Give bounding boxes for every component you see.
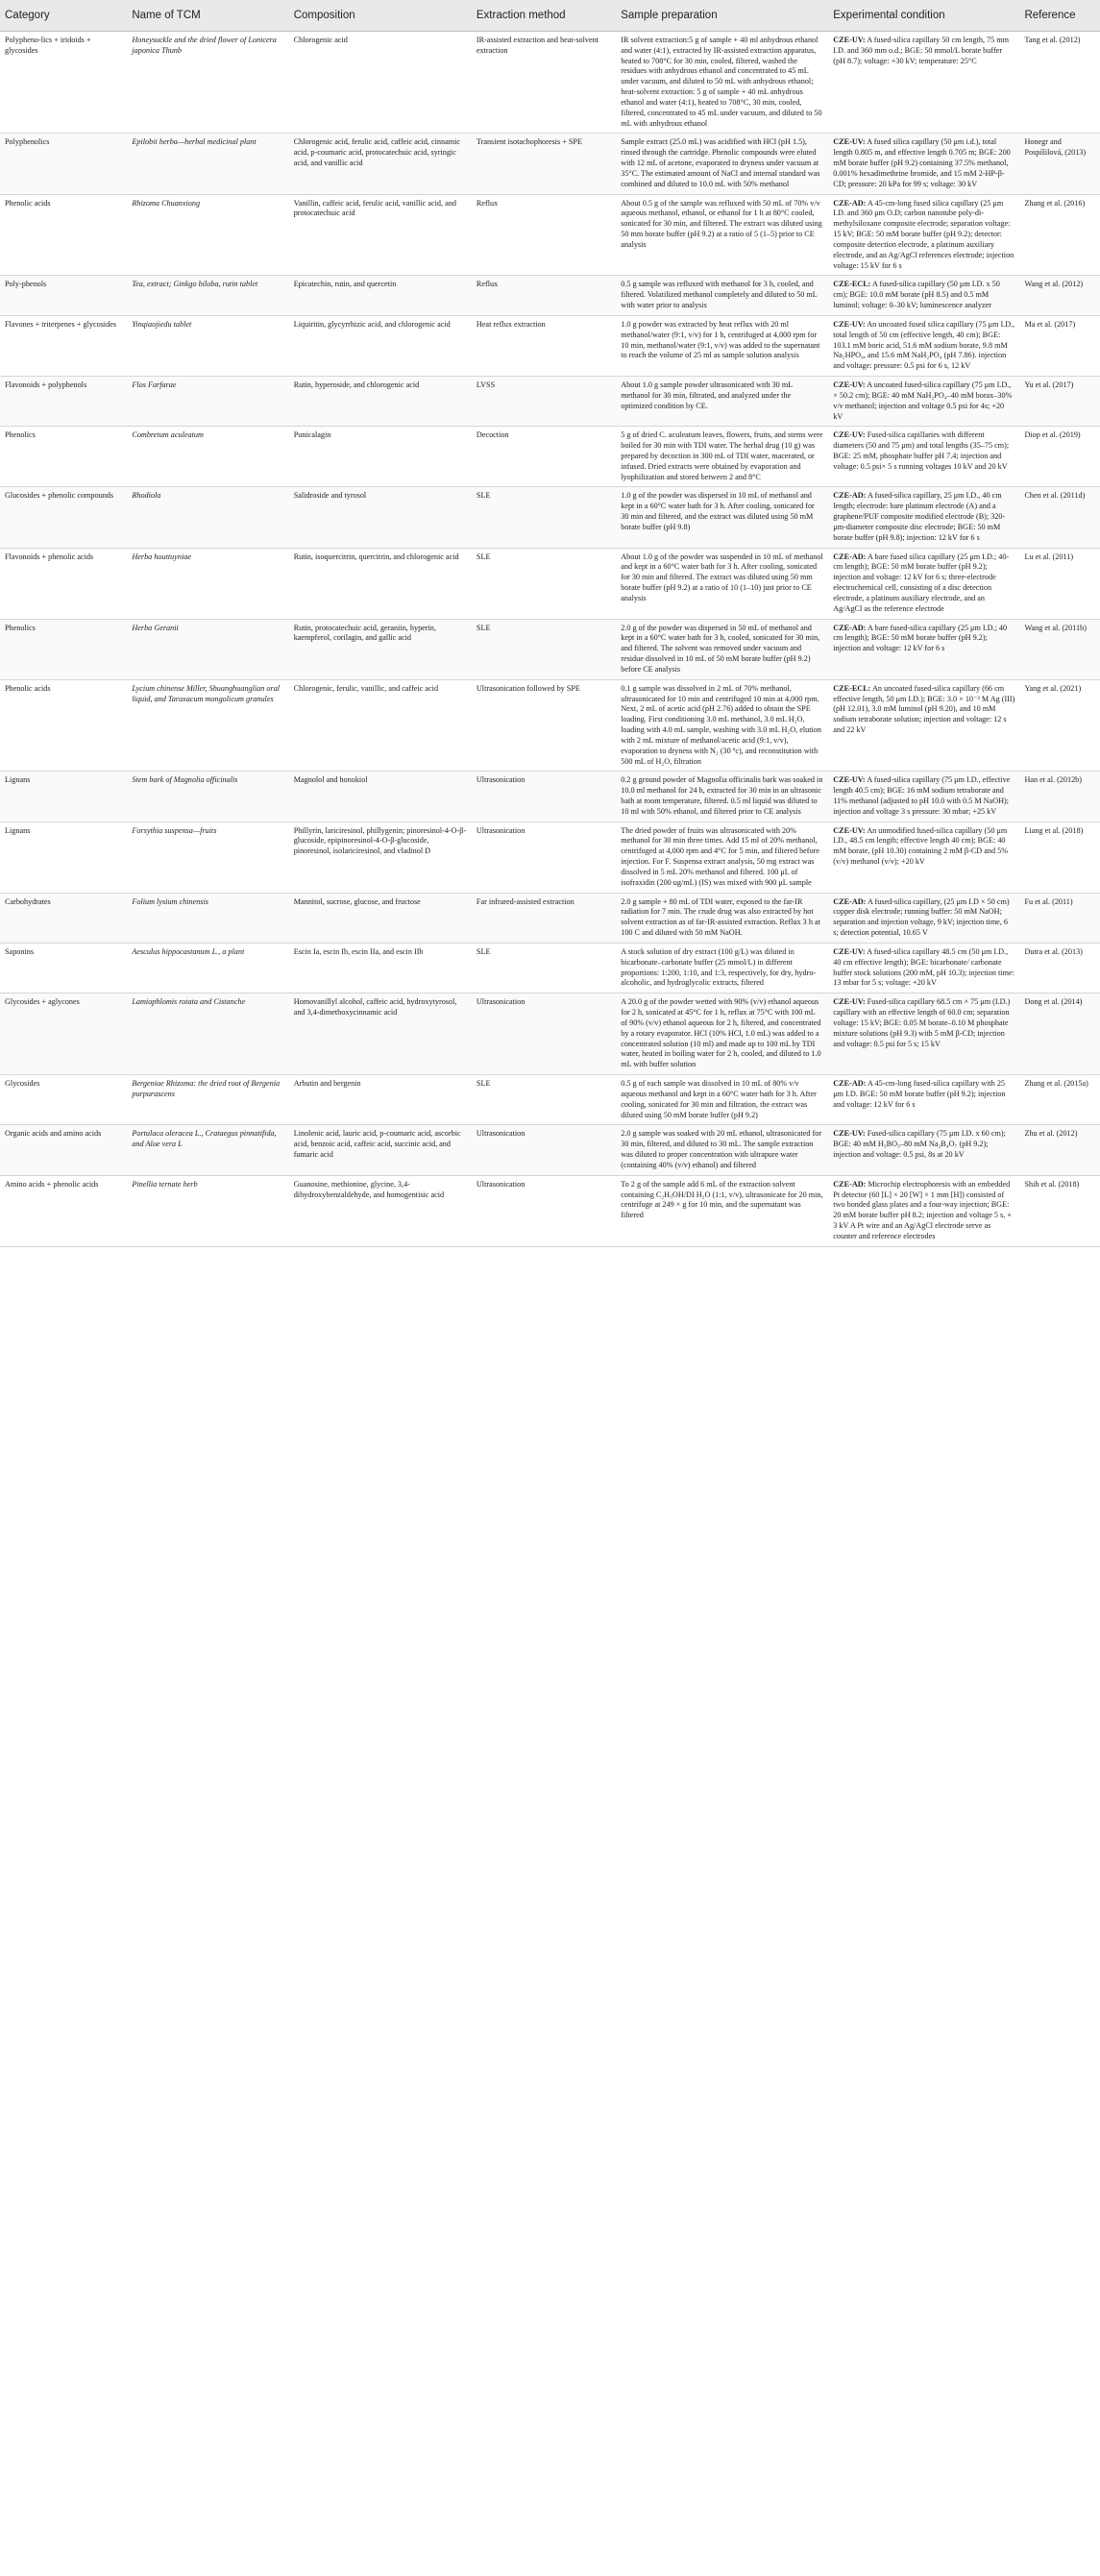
method-tag: CZE-UV:	[833, 36, 866, 44]
cell-composition: Arbutin and bergenin	[289, 1075, 472, 1125]
cell-experimental-condition	[828, 943, 1019, 993]
cell-tcm-name: Rhizoma Chuanxiong	[127, 194, 288, 276]
condition-text: A bare fused-silica capillary (25 μm I.D.; 40 cm length); BGE: 50 mM borate buffer (pH 9.2); injection and voltage: 12 kV for 6 s	[833, 623, 1008, 653]
table-row	[0, 822, 1100, 893]
cell-extraction-method: SLE	[472, 943, 616, 993]
cell-reference: Han et al. (2012b)	[1019, 772, 1100, 822]
cell-reference: Liang et al. (2018)	[1019, 822, 1100, 893]
cell-category: Lignans	[0, 772, 127, 822]
cell-tcm-name: Herba houttuyniae	[127, 548, 288, 619]
header-composition: Composition	[289, 0, 472, 32]
table-row	[0, 893, 1100, 943]
method-tag: CZE-AD:	[833, 491, 867, 501]
cell-category: Amino acids + phenolic acids	[0, 1175, 127, 1246]
table-row	[0, 943, 1100, 993]
cell-extraction-method: IR-assisted extraction and heat-solvent extraction	[472, 32, 616, 134]
cell-extraction-method: Transient isotachophoresis + SPE	[472, 134, 616, 194]
table-row	[0, 1125, 1100, 1175]
cell-extraction-method: Reflux	[472, 194, 616, 276]
table-row	[0, 32, 1100, 134]
cell-composition: Magnolol and honokiol	[289, 772, 472, 822]
cell-tcm-name: Herba Geranii	[127, 619, 288, 679]
cell-experimental-condition	[828, 377, 1019, 427]
cell-experimental-condition	[828, 994, 1019, 1075]
cell-extraction-method: SLE	[472, 548, 616, 619]
cell-category: Polyphenolics	[0, 134, 127, 194]
cell-tcm-name: Rhodiola	[127, 487, 288, 548]
cell-experimental-condition	[828, 315, 1019, 376]
cell-experimental-condition	[828, 134, 1019, 194]
cell-extraction-method: Reflux	[472, 276, 616, 315]
method-tag: CZE-AD:	[833, 1079, 867, 1089]
table-row	[0, 487, 1100, 548]
table-row	[0, 994, 1100, 1075]
cell-composition: Liquiritin, glycyrrhizic acid, and chlorogenic acid	[289, 315, 472, 376]
cell-sample-preparation: A stock solution of dry extract (100 g/L) was diluted in bicarbonate–carbonate buffer (25 mmol/L) in different proportions: 1:200, 1:10, and 1:3, respectively, for dry, hydro-alcoholic, and hydroglycolic extracts, filtered	[616, 943, 828, 993]
condition-text: A fused-silica capillary (75 μm I.D., effective length 40.5 cm); BGE: 16 mM sodium tetraborate and 11% methanol (adjusted to pH 10.0 with 0.5 M NaOH); injection and voltage 3 s pressure: 30 mbar; +25 kV	[833, 775, 1011, 816]
cell-extraction-method: LVSS	[472, 377, 616, 427]
cell-experimental-condition	[828, 619, 1019, 679]
cell-reference: Shih et al. (2018)	[1019, 1175, 1100, 1246]
cell-composition: Rutin, hyperoside, and chlorogenic acid	[289, 377, 472, 427]
cell-composition: Chlorogenic acid, ferulic acid, caffeic acid, cinnamic acid, p-coumaric acid, protocatechuic acid, syringic acid, and vanillic acid	[289, 134, 472, 194]
cell-reference: Dong et al. (2014)	[1019, 994, 1100, 1075]
cell-tcm-name: Yinqiaojiedu tablet	[127, 315, 288, 376]
cell-reference: Ma et al. (2017)	[1019, 315, 1100, 376]
condition-text: A fused-silica capillary, 25 μm I.D., 40 cm length; electrode: bare platinum electrode (A) and a graphene/PUF composite modified electrode (B); 320-μm-diameter composite disc electrode; BGE: 50 mM borate buffer (pH 9.8); injection: 12 kV for 6 s	[833, 491, 1006, 542]
condition-text: A 45-cm-long fused silica capillary (25 μm I.D. and 360 μm O.D; carbon nanotube poly-di-methylsiloxane composite electrode; separation voltage: 15 kV; BGE: 50 mM borate buffer (pH 9.2); detector: composite detection electrode, a platinum auxiliary electrode, and an Ag/AgCl references electrode; injection voltage: 15 kV for 6 s	[833, 198, 1014, 270]
table-row	[0, 194, 1100, 276]
cell-sample-preparation: About 1.0 g sample powder ultrasonicated with 30 mL methanol for 30 min, filtrated, and analyzed under the optimized condition by CE.	[616, 377, 828, 427]
cell-composition: Guanosine, methionine, glycine, 3,4-dihydroxybenzaldehyde, and homogentisic acid	[289, 1175, 472, 1246]
cell-tcm-name: Combretum aculeatum	[127, 427, 288, 487]
cell-reference: Wang et al. (2012)	[1019, 276, 1100, 315]
cell-sample-preparation: To 2 g of the sample add 6 mL of the extraction solvent containing C₂H₅OH/DI H₂O (1:1, v/v), ultrasonicate for 20 min, centrifuge at 249 × g for 10 min, and the supernatant was filtered	[616, 1175, 828, 1246]
cell-sample-preparation: 2.0 g of the powder was dispersed in 50 mL of methanol and kept in a 60°C water bath for 3 h, cooled, sonicated for 30 min, and filtered. The solvent was removed under vacuum and residue dissolved in 10 mL of 50 mM borate buffer (pH 9.2) before CE analysis	[616, 619, 828, 679]
cell-category: Carbohydrates	[0, 893, 127, 943]
cell-extraction-method: Ultrasonication	[472, 1175, 616, 1246]
cell-category: Glycosides	[0, 1075, 127, 1125]
cell-sample-preparation: A 20.0 g of the powder wetted with 90% (v/v) ethanol aqueous for 2 h, sonicated at 45°C for 1 h, reflux at 75°C with 100 mL of 90% (v/v) ethanol aqueous for 2 h, filtered, and concentrated by a rotary evaporator. HCl (10% HCl, 1.0 mL) was added to a concentrated solution (10 ml) and made up to 100 mL by TDI water, heated in boiling water for 2 h, cooled, and diluted to 1.0 mL with buffer solution	[616, 994, 828, 1075]
cell-experimental-condition	[828, 1175, 1019, 1246]
method-tag: CZE-AD:	[833, 896, 867, 906]
cell-composition: Escin Ia, escin Ib, escin IIa, and escin IIb	[289, 943, 472, 993]
cell-experimental-condition	[828, 427, 1019, 487]
cell-composition: Chlorogenic, ferulic, vanillic, and caffeic acid	[289, 679, 472, 772]
method-tag: CZE-UV:	[833, 775, 866, 785]
cell-reference: Zhu et al. (2012)	[1019, 1125, 1100, 1175]
method-tag: CZE-UV:	[833, 319, 866, 329]
cell-reference: Honegr and Pospíšilová, (2013)	[1019, 134, 1100, 194]
cell-category: Phenolic acids	[0, 679, 127, 772]
cell-reference: Chen et al. (2011d)	[1019, 487, 1100, 548]
cell-extraction-method: Ultrasonication	[472, 772, 616, 822]
cell-category: Flavonoids + polyphenols	[0, 377, 127, 427]
method-tag: CZE-AD:	[833, 623, 867, 632]
cell-sample-preparation: IR solvent extraction:5 g of sample + 40 ml anhydrous ethanol and water (4:1), extracted by IR-assisted extraction apparatus, heated to 708°C for 30 min, cooled, filtered, washed the residues with anhydrous ethanol and concentrated to 45 mL under vacuum, and diluted to 50 mL with anhydrous ethanol; heat-solvent extraction: 5 g of sample + 40 mL anhydrous ethanol and water (4:1), heated to 708°C, 30 min, cooled, filtered, concentrated to 45 mL under vacuum, and diluted to 50 mL with anhydrous ethanol	[616, 32, 828, 134]
cell-composition: Rutin, protocatechuic acid, geraniin, hyperin, kaempferol, corilagin, and gallic acid	[289, 619, 472, 679]
cell-category: Poly-phenols	[0, 276, 127, 315]
cell-tcm-name: Epilobii herba—herbal medicinal plant	[127, 134, 288, 194]
cell-experimental-condition	[828, 276, 1019, 315]
cell-experimental-condition	[828, 772, 1019, 822]
cell-experimental-condition	[828, 548, 1019, 619]
cell-category: Phenolic acids	[0, 194, 127, 276]
table-row	[0, 619, 1100, 679]
method-tag: CZE-UV:	[833, 430, 866, 440]
condition-text: A fused-silica capillary 50 cm length, 75 mm I.D. and 360 mm o.d.; BGE: 50 mmol/L borate buffer (pH 8.7); voltage: +30 kV; temperature: 25°C	[833, 36, 1010, 65]
cell-sample-preparation: 1.0 g powder was extracted by heat reflux with 20 ml methanol/water (9:1, v/v) for 1 h, centrifuged at 4,000 rpm for 10 min, methanol/water (9:1, v/v) was added to the supernatant to reach the volume of 25 ml as sample solution analysis	[616, 315, 828, 376]
table-header-row	[0, 0, 1100, 32]
cell-extraction-method: SLE	[472, 1075, 616, 1125]
cell-composition: Salidroside and tyrosol	[289, 487, 472, 548]
method-tag: CZE-AD:	[833, 1179, 867, 1189]
method-tag: CZE-ECL:	[833, 280, 871, 289]
cell-extraction-method: Ultrasonication	[472, 822, 616, 893]
table-row	[0, 276, 1100, 315]
cell-tcm-name: Aesculus hippocastanum L., a plant	[127, 943, 288, 993]
cell-reference: Dutra et al. (2013)	[1019, 943, 1100, 993]
cell-composition: Linolenic acid, lauric acid, p-coumaric acid, ascorbic acid, benzoic acid, caffeic acid, succinic acid, and fumaric acid	[289, 1125, 472, 1175]
condition-text: Fused-silica capillary 68.5 cm × 75 μm (I.D.) capillary with an effective length of 60.0 cm; separation voltage: 15 kV; BGE: 0.05 M borate–0.10 M phosphate mixture solutions (pH 9.3) with 5 mM β-CD; injection and voltage: 0.5 psi for 5 s; 15 kV	[833, 997, 1011, 1048]
table-row	[0, 548, 1100, 619]
cell-composition: Punicalagin	[289, 427, 472, 487]
cell-sample-preparation: About 0.5 g of the sample was refluxed with 50 mL of 70% v/v aqueous methanol, ethanol, or ethanol for 1 h at 80°C cooled, sonicated for 30 min, and filtered. The extract was diluted using 50 mm borate buffer (pH 9.2) at a ratio of 5 (1–5) prior to CE analysis	[616, 194, 828, 276]
table-row	[0, 315, 1100, 376]
method-tag: CZE-AD:	[833, 198, 867, 208]
cell-tcm-name: Pinellia ternate herb	[127, 1175, 288, 1246]
cell-category: Flavonoids + phenolic acids	[0, 548, 127, 619]
header-name: Name of TCM	[127, 0, 288, 32]
cell-category: Glycosides + aglycones	[0, 994, 127, 1075]
method-tag: CZE-UV:	[833, 1129, 866, 1139]
cell-tcm-name: Forsythia suspensa—fruits	[127, 822, 288, 893]
table-row	[0, 1075, 1100, 1125]
condition-text: Fused-silica capillary (75 μm I.D. x 60 cm); BGE: 40 mM H₃BO₃–80 mM Na₂B₄O₇ (pH 9.2); injection and voltage: 0.5 psi, 8s at 20 kV	[833, 1129, 1006, 1160]
cell-extraction-method: Decoction	[472, 427, 616, 487]
cell-sample-preparation: 0.5 g of each sample was dissolved in 10 mL of 80% v/v aqueous methanol and kept in a 60°C water bath for 3 h. After cooling, sonicated for 30 min and filtration, the extract was diluted using 50 mM borate buffer (pH 9.2)	[616, 1075, 828, 1125]
cell-tcm-name: Tea, extract; Ginkgo biloba, rutin tablet	[127, 276, 288, 315]
cell-reference: Diop et al. (2019)	[1019, 427, 1100, 487]
method-tag: CZE-ECL:	[833, 683, 871, 693]
cell-tcm-name: Portulaca oleracea L., Crataegus pinnatifida, and Aloe vera L	[127, 1125, 288, 1175]
cell-sample-preparation: 1.0 g of the powder was dispersed in 10 mL of methanol and kept in a 60°C water bath for 3 h. After cooling, sonicated for 30 min and filtered, and the extract was diluted using 50 mM borate buffer (pH 9.8)	[616, 487, 828, 548]
cell-experimental-condition	[828, 822, 1019, 893]
cell-sample-preparation: Sample extract (25.0 mL) was acidified with HCl (pH 1.5), rinsed through the cartridge. Phenolic compounds were eluted with 12 mL of acetone, evaporated to dryness under vacuum at 35°C. The estimated amount of NaCl and internal standard was combined and diluted to 10.0 mL with 50% methanol	[616, 134, 828, 194]
cell-sample-preparation: 0.2 g ground powder of Magnolia officinalis bark was soaked in 10.0 ml methanol for 24 h, extracted for 30 min in an ultrasonic bath at room temperature, filtered. 0.5 ml liquid was diluted to 10 ml with 50% ethanol, and filtered prior to CE analysis	[616, 772, 828, 822]
header-category: Category	[0, 0, 127, 32]
tcm-table	[0, 0, 1100, 1247]
cell-reference: Yang et al. (2021)	[1019, 679, 1100, 772]
cell-sample-preparation: 5 g of dried C. aculeatum leaves, flowers, fruits, and stems were boiled for 30 min with TDI water. The herbal drug (10 g) was prepared by decoction in 300 mL of TDI water, macerated, or infused. Dried extracts were obtained by evaporation and lyophilization and stored between 2 and 8°C	[616, 427, 828, 487]
cell-composition: Chlorogenic acid	[289, 32, 472, 134]
method-tag: CZE-UV:	[833, 137, 866, 147]
table-row	[0, 427, 1100, 487]
method-tag: CZE-UV:	[833, 997, 866, 1007]
condition-text: An unmodified fused-silica capillary (50 μm I.D., 48.5 cm length; effective length 40 cm); BGE: 40 mM borate, (pH 10.30) containing 2 mM β-CD and 5% (v/v) methanol (v/v); +20 kV	[833, 825, 1009, 867]
condition-text: Fused-silica capillaries with different diameters (50 and 75 μm) and total lengths (35–75 cm); BGE: 25 mM, phosphate buffer pH 7.4; injection and voltage: 0.5 psi× 5 s running voltages 10 kV and 20 kV	[833, 430, 1010, 471]
condition-text: A fused-silica capillary, (25 μm I.D × 50 cm) copper disk electrode; running buffer: 50 mM NaOH; separation and injection voltage, 9 kV; injection time, 6 s; detection potential, 10.65 V	[833, 896, 1010, 938]
cell-extraction-method: Ultrasonication followed by SPE	[472, 679, 616, 772]
condition-text: An uncoated fused silica capillary (75 μm I.D., total length of 50 cm (effective length, 40 cm); BGE: 103.1 mM boric acid, 51.6 mM sodium borate, 9.8 mM Na₂HPO₄, and 15.6 mM NaH₂PO₄ (pH 7.86). injection and voltage: pressure: 0.5 psi for 6 s, 12 kV	[833, 319, 1015, 371]
cell-composition: Mannitol, sucrose, glucose, and fructose	[289, 893, 472, 943]
header-sample-preparation: Sample preparation	[616, 0, 828, 32]
condition-text: A bare fused silica capillary (25 μm I.D.; 40-cm length); BGE: 50 mM borate buffer (pH 9.2); injection and voltage: 12 kV for 6 s; three-electrode electrochemical cell, consisting of a disc detection electrode, a platinum auxiliary electrode, and an Ag/AgCl as the reference electrode	[833, 552, 1010, 613]
condition-text: A 45-cm-long fused-silica capillary with 25 μm I.D. BGE: 50 mM borate buffer (pH 9.2); injection and voltage: 12 kV for 6 s	[833, 1079, 1006, 1109]
method-tag: CZE-UV:	[833, 946, 866, 956]
condition-text: An uncoated fused-silica capillary (66 cm effective length, 50 μm I.D.); BGE: 3.0 × 10⁻³ M Ag (III) (pH 12.01), 3.0 mM luminol (pH 9.20), and 10 mM sodium tetraborate solution; injection and voltage: 12 s and 22 kV	[833, 683, 1015, 735]
method-tag: CZE-AD:	[833, 552, 867, 561]
cell-extraction-method: Ultrasonication	[472, 1125, 616, 1175]
table-row	[0, 679, 1100, 772]
cell-composition: Epicatechin, rutin, and quercetin	[289, 276, 472, 315]
table-row	[0, 134, 1100, 194]
cell-experimental-condition	[828, 194, 1019, 276]
table-row	[0, 772, 1100, 822]
cell-extraction-method: Ultrasonication	[472, 994, 616, 1075]
cell-category: Organic acids and amino acids	[0, 1125, 127, 1175]
method-tag: CZE-UV:	[833, 825, 866, 835]
cell-experimental-condition	[828, 893, 1019, 943]
cell-category: Saponins	[0, 943, 127, 993]
cell-extraction-method: SLE	[472, 487, 616, 548]
method-tag: CZE-UV:	[833, 380, 866, 390]
condition-text: A uncoated fused-silica capillary (75 μm I.D., × 50.2 cm); BGE: 40 mM NaH₂PO₄–40 mM borax–30% v/v methanol; injection and voltage 0.5 psi for 4s; +20 kV	[833, 380, 1013, 421]
cell-composition: Phillyrin, lariciresinol, phillygenin; pinoresinol-4-O-β-glucoside, epipinoresinol-4-O-β-glucoside, pinoresinol, isolariciresinol, and vladinol D	[289, 822, 472, 893]
cell-reference: Lu et al. (2011)	[1019, 548, 1100, 619]
cell-extraction-method: Far infrared-assisted extraction	[472, 893, 616, 943]
cell-tcm-name: Bergeniae Rhizoma: the dried root of Bergenia purpurascens	[127, 1075, 288, 1125]
table-row	[0, 1175, 1100, 1246]
cell-experimental-condition	[828, 679, 1019, 772]
cell-reference: Zhang et al. (2015a)	[1019, 1075, 1100, 1125]
cell-extraction-method: Heat reflux extraction	[472, 315, 616, 376]
cell-sample-preparation: 0.1 g sample was dissolved in 2 mL of 70% methanol, ultrasonicated for 10 min and centrifuged 10 min at 4,000 rpm. Next, 2 mL of acetic acid (pH 2.76) added to obtain the SPE loading. First conditioning 3.0 mL methanol, 3.0 mL H₂O, loading with 4.0 mL sample, washing with 3.0 mL H₂O, elution with 2 mL mixture of methanol/acetic acid (9:1, v/v), evaporation to dryness with N₂ (30 ºc), and reconstitution with 500 mL of H₂O, filtration	[616, 679, 828, 772]
condition-text: A fused silica capillary (50 μm i.d.), total length 0.805 m, and effective length 0.705 m; BGE: 200 mM borate buffer (pH 9.2) containing 37.5% methanol, 0.001% hexadimethrine bromide, and 15 mM 2-HP-β-CD; pressure: 20 kPa for 99 s; voltage: 30 kV	[833, 137, 1011, 188]
cell-reference: Fu et al. (2011)	[1019, 893, 1100, 943]
cell-sample-preparation: About 1.0 g of the powder was suspended in 10 mL of methanol and kept in a 60°C water bath for 3 h. After cooling, sonicated for 30 min and filtered. The extract was diluted using 50 mm borate buffer (pH 9.2) at a ratio of 10 (1–10) just prior to CE analysis	[616, 548, 828, 619]
cell-tcm-name: Honeysuckle and the dried flower of Lonicera japonica Thunb	[127, 32, 288, 134]
cell-composition: Homovanillyl alcohol, caffeic acid, hydroxytyrosol, and 3,4-dimethoxycinnamic acid	[289, 994, 472, 1075]
cell-category: Phenolics	[0, 427, 127, 487]
condition-text: A fused-silica capillary (50 μm I.D. x 50 cm); BGE: 10.0 mM borate (pH 8.5) and 0.5 mM luminol; voltage: 0–30 kV; luminescence analyzer	[833, 280, 1000, 310]
cell-experimental-condition	[828, 1125, 1019, 1175]
cell-sample-preparation: 2.0 g sample + 80 mL of TDI water, exposed to the far-IR radiation for 7 min. The crude drug was also extracted by hot solvent extraction as of far-IR-assisted extraction. Reflux 3 h at 100 C and diluted with 50 mM NaOH.	[616, 893, 828, 943]
cell-reference: Yu et al. (2017)	[1019, 377, 1100, 427]
cell-category: Flavones + triterpenes + glycosides	[0, 315, 127, 376]
cell-sample-preparation: 2.0 g sample was soaked with 20 mL ethanol, ultrasonicated for 30 min, filtered, and diluted to 30 mL. The sample extraction was diluted to proper concentration with ultrapure water (containing 40% (v/v) ethanol) and filtered	[616, 1125, 828, 1175]
header-extraction: Extraction method	[472, 0, 616, 32]
cell-tcm-name: Lamiophlomis rotata and Cistanche	[127, 994, 288, 1075]
cell-tcm-name: Folium lysium chinensis	[127, 893, 288, 943]
cell-sample-preparation: 0.5 g sample was refluxed with methanol for 3 h, cooled, and filtered. Volatilized methanol completely and diluted to 50 mL with water prior to analysis	[616, 276, 828, 315]
cell-reference: Tang et al. (2012)	[1019, 32, 1100, 134]
cell-sample-preparation: The dried powder of fruits was ultrasonicated with 20% methanol for 30 min three times. Add 15 ml of 20% methanol, centrifuged at 4,000 rpm and 4°C for 5 min, and filtered before injection. For F. Suspensa extract analysis, 50 mg extract was dissolved in 5 mL 20% methanol and filtered. 100 μL of isofraxidin (200 ug/mL) (IS) was mixed with 900 μL sample	[616, 822, 828, 893]
cell-composition: Vanillin, caffeic acid, ferulic acid, vanillic acid, and protocatechuic acid	[289, 194, 472, 276]
cell-category: Polypheno-lics + iridoids + glycosides	[0, 32, 127, 134]
table-row	[0, 377, 1100, 427]
cell-category: Glucosides + phenolic compounds	[0, 487, 127, 548]
cell-reference: Wang et al. (2011b)	[1019, 619, 1100, 679]
cell-tcm-name: Flos Farfarae	[127, 377, 288, 427]
cell-composition: Rutin, isoquercitrin, quercitrin, and chlorogenic acid	[289, 548, 472, 619]
header-reference: Reference	[1019, 0, 1100, 32]
cell-experimental-condition	[828, 487, 1019, 548]
cell-tcm-name: Stem bark of Magnolia officinalis	[127, 772, 288, 822]
cell-reference: Zhang et al. (2016)	[1019, 194, 1100, 276]
cell-experimental-condition	[828, 1075, 1019, 1125]
cell-tcm-name: Lycium chinense Miller, Shuanghuanglian oral liquid, and Taraxacum mongolicum granules	[127, 679, 288, 772]
cell-extraction-method: SLE	[472, 619, 616, 679]
condition-text: A fused-silica capillary 48.5 cm (50 μm I.D., 40 cm effective length); BGE: bicarbonate/ carbonate buffer stock solutions (200 mM, pH 10.3); injection time: 13 mbar for 5 s; voltage: +20 kV	[833, 946, 1014, 988]
cell-experimental-condition	[828, 32, 1019, 134]
cell-category: Lignans	[0, 822, 127, 893]
condition-text: Microchip electrophoresis with an embedded Pt detector (60 [L] × 20 [W] × 1 mm [H]) consisted of two bonded glass plates and a four-way injection; BGE: 20 mM borate buffer pH 8.2; injection and voltage 5 s, + 3 kV A Pt wire and an Ag/AgCl electrode serve as counter and reference electrodes	[833, 1179, 1012, 1240]
header-experimental-condition: Experimental condition	[828, 0, 1019, 32]
cell-category: Phenolics	[0, 619, 127, 679]
